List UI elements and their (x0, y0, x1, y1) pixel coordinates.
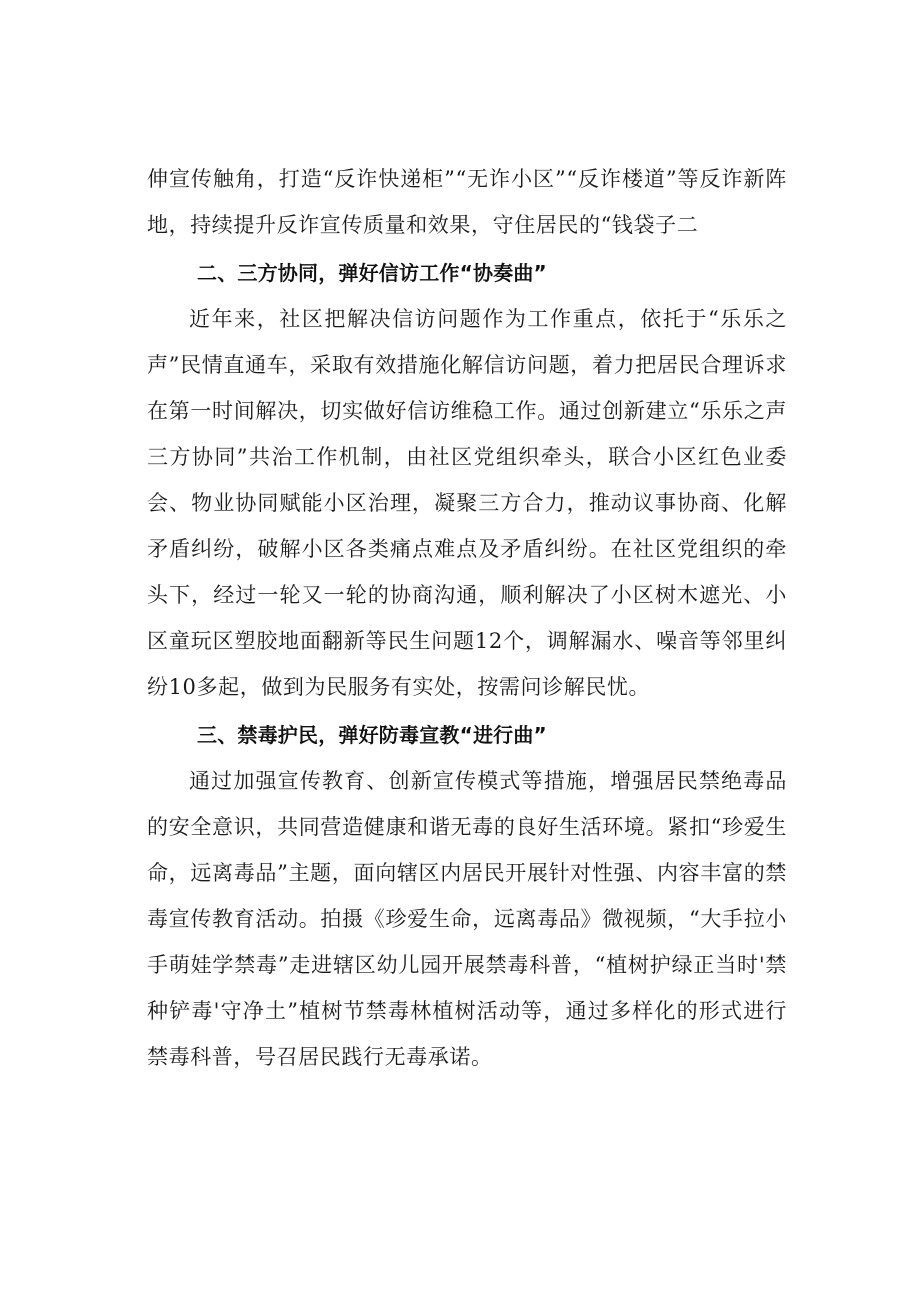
document-body (147, 156, 787, 1080)
section-2-paragraph: 近年来，社区把解决信访问题作为工作重点，依托于“乐乐之声”民情直通车，采取有效措施化解信访问题，着力把居民合理诉求在第一时间解决，切实做好信访维稳工作。通过创新建立“乐乐之声三方协同”共治工作机制，由社区党组织牵头，联合小区红色业委会、物业协同赋能小区治理，凝聚三方合力，推动议事协商、化解矛盾纠纷，破解小区各类痛点难点及矛盾纠纷。在社区党组织的牵头下，经过一轮又一轮的协商沟通，顺利解决了小区树木遮光、小区童玩区塑胶地面翻新等民生问题12个，调解漏水、噪音等邻里纠纷10多起，做到为民服务有实处，按需问诊解民忧。 (147, 307, 787, 699)
section-3-heading: 三、禁毒护民，弹好防毒宣教“进行曲” (197, 723, 547, 747)
section-3-paragraph: 通过加强宣传教育、创新宣传模式等措施，增强居民禁绝毒品的安全意识，共同营造健康和谐无毒的良好生活环境。紧扣“珍爱生命，远离毒品”主题，面向辖区内居民开展针对性强、内容丰富的禁毒宣传教育活动。拍摄《珍爱生命，远离毒品》微视频，“大手拉小手萌娃学禁毒”走进辖区幼儿园开展禁毒科普，“植树护绿正当时'禁种铲毒'守净土”植树节禁毒林植树活动等，通过多样化的形式进行禁毒科普，号召居民践行无毒承诺。 (147, 769, 787, 1069)
continuation-paragraph: 伸宣传触角，打造“反诈快递柜”“无诈小区”“反诈楼道”等反诈新阵地，持续提升反诈宣传质量和效果，守住居民的“钱袋子二 (147, 167, 787, 237)
section-2-heading: 二、三方协同，弹好信访工作“协奏曲” (197, 261, 547, 285)
